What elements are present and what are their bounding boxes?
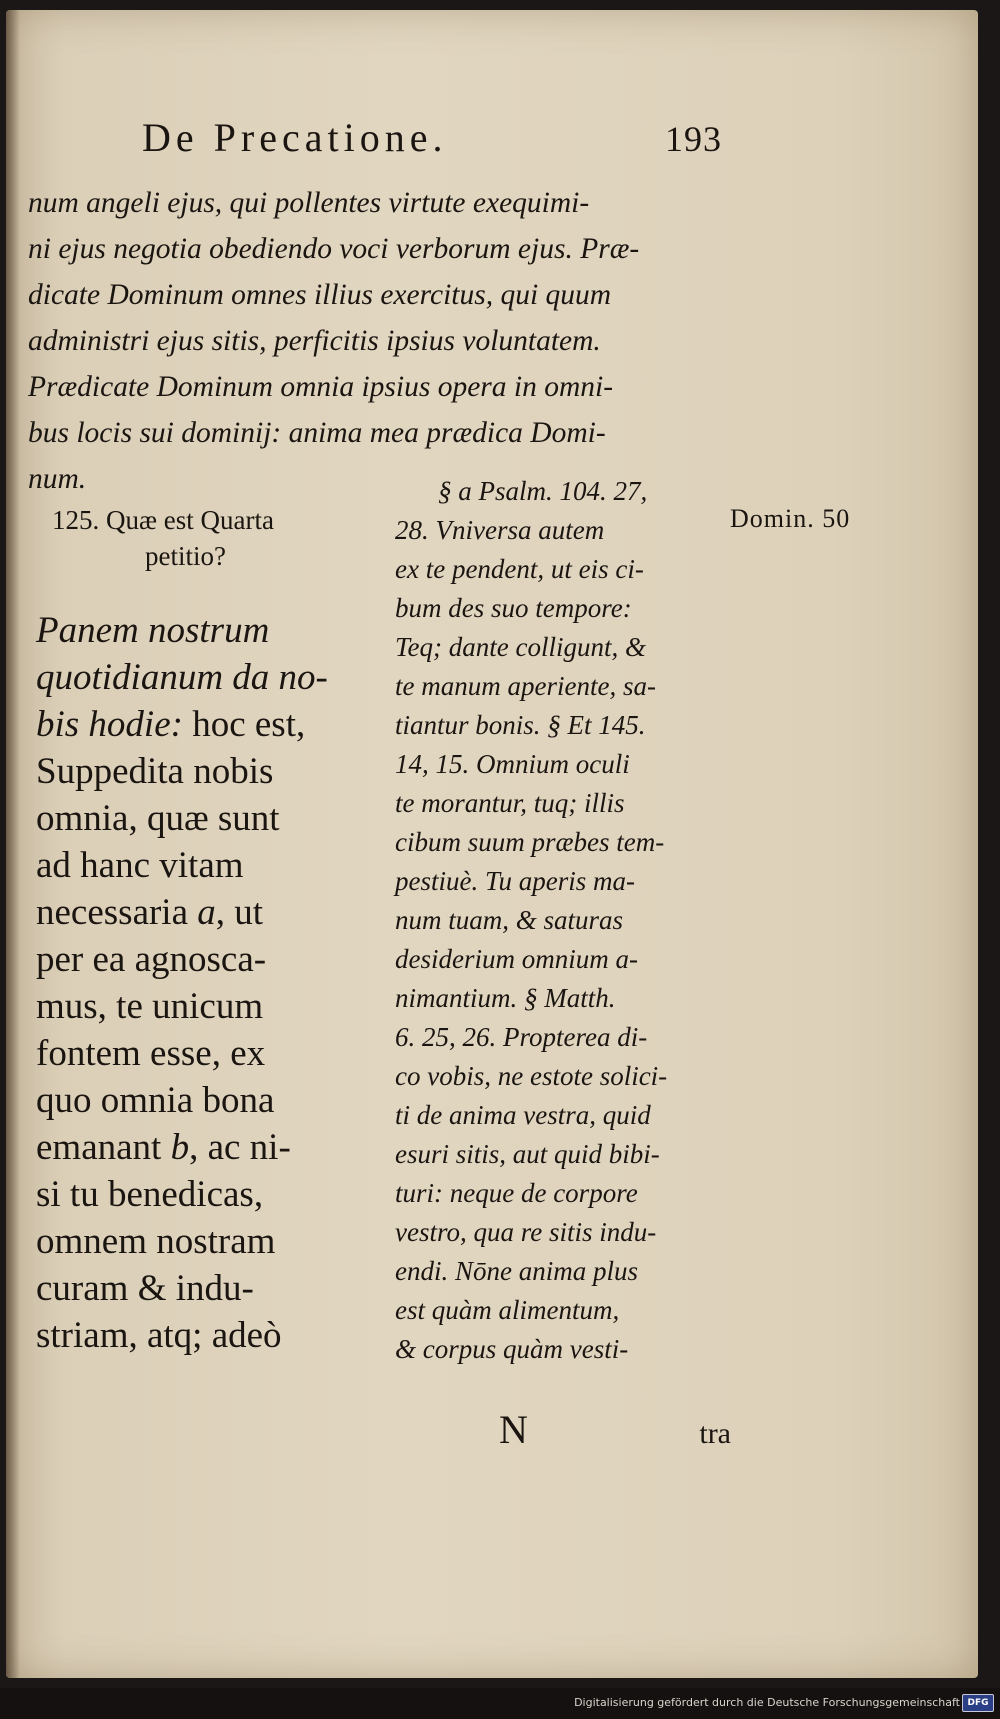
note-line: vestro, qua re sitis indu-	[395, 1217, 657, 1247]
note-line: bum des suo tempore:	[395, 593, 632, 623]
question-line: petitio?	[145, 541, 226, 571]
marginal-note: Domin. 50	[730, 504, 851, 533]
answer-line: quotidianum da no-	[36, 657, 328, 698]
answer-line: striam, atq; adeò	[36, 1315, 282, 1356]
question-heading	[52, 502, 352, 574]
answer-line: Suppedita nobis	[36, 751, 274, 792]
note-line: est quàm alimentum,	[395, 1295, 620, 1325]
text-line: Prædicate Dominum omnia ipsius opera in omni-	[28, 371, 614, 403]
note-line: § a Psalm. 104. 27,	[438, 476, 648, 506]
answer-line	[36, 1124, 366, 1171]
note-line: desiderium omnium a-	[395, 944, 638, 974]
digitization-footer	[0, 1688, 1000, 1719]
answer-phrase: , ut	[215, 892, 264, 933]
running-head	[142, 114, 722, 161]
page-binding-edge	[6, 10, 20, 1678]
signature-mark: N	[499, 1407, 528, 1452]
scripture-notes-column	[395, 472, 725, 1369]
answer-line: omnem nostram	[36, 1221, 276, 1262]
note-line: Teq; dante colligunt, &	[395, 632, 646, 662]
note-line: endi. Nōne anima plus	[395, 1256, 638, 1286]
dfg-logo: DFG	[962, 1694, 994, 1712]
note-line: te manum aperiente, sa-	[395, 671, 656, 701]
text-line: bus locis sui dominij: anima mea prædica Domi-	[28, 417, 606, 449]
page-footer-catchwords	[499, 1406, 731, 1453]
note-line: 6. 25, 26. Propterea di-	[395, 1022, 648, 1052]
catchword: tra	[699, 1417, 731, 1450]
text-line: ni ejus negotia obediendo voci verborum ejus. Præ-	[28, 233, 640, 265]
answer-line	[36, 889, 366, 936]
answer-roman-phrase: hoc est,	[182, 704, 306, 745]
answer-column	[36, 607, 366, 1359]
note-line: & corpus quàm vesti-	[395, 1334, 629, 1364]
note-line: num tuam, & saturas	[395, 905, 624, 935]
note-line: ti de anima vestra, quid	[395, 1100, 651, 1130]
answer-phrase: emanant	[36, 1127, 171, 1168]
note-reference-b: b	[170, 1127, 190, 1168]
note-line: pestiuè. Tu aperis ma-	[395, 866, 635, 896]
answer-italic-phrase: bis hodie:	[36, 704, 183, 745]
note-reference-a: a	[197, 892, 216, 933]
note-line: 14, 15. Omnium oculi	[395, 749, 630, 779]
note-line: 28. Vniversa autem	[395, 515, 605, 545]
note-line: ex te pendent, ut eis ci-	[395, 554, 644, 584]
answer-line: mus, te unicum	[36, 986, 264, 1027]
note-line: esuri sitis, aut quid bibi-	[395, 1139, 660, 1169]
running-title: De Precatione.	[142, 115, 448, 160]
text-line: num angeli ejus, qui pollentes virtute exequimi-	[28, 187, 590, 219]
answer-line: si tu benedicas,	[36, 1174, 264, 1215]
question-line: 125. Quæ est Quarta	[52, 505, 274, 535]
answer-line: quo omnia bona	[36, 1080, 275, 1121]
answer-phrase: necessaria	[36, 892, 198, 933]
note-line: cibum suum præbes tem-	[395, 827, 665, 857]
answer-phrase: , ac ni-	[189, 1127, 291, 1168]
continued-paragraph	[28, 180, 728, 502]
answer-line: omnia, quæ sunt	[36, 798, 280, 839]
answer-line: Panem nostrum	[36, 610, 270, 651]
folio-number: 193	[665, 119, 722, 159]
answer-line: fontem esse, ex	[36, 1033, 266, 1074]
text-line: administri ejus sitis, perficitis ipsius voluntatem.	[28, 325, 601, 357]
answer-line: curam & indu-	[36, 1268, 254, 1309]
note-line: tiantur bonis. § Et 145.	[395, 710, 646, 740]
answer-line: per ea agnosca-	[36, 939, 267, 980]
note-line: co vobis, ne estote solici-	[395, 1061, 668, 1091]
note-line: nimantium. § Matth.	[395, 983, 616, 1013]
answer-line	[36, 701, 366, 748]
book-page	[6, 10, 978, 1678]
note-line: te morantur, tuq; illis	[395, 788, 625, 818]
text-line: num.	[28, 463, 87, 495]
funding-credit: Digitalisierung gefördert durch die Deutsche Forschungsgemeinschaft	[574, 1696, 960, 1709]
text-line: dicate Dominum omnes illius exercitus, qui quum	[28, 279, 612, 311]
note-line: turi: neque de corpore	[395, 1178, 638, 1208]
answer-line: ad hanc vitam	[36, 845, 244, 886]
